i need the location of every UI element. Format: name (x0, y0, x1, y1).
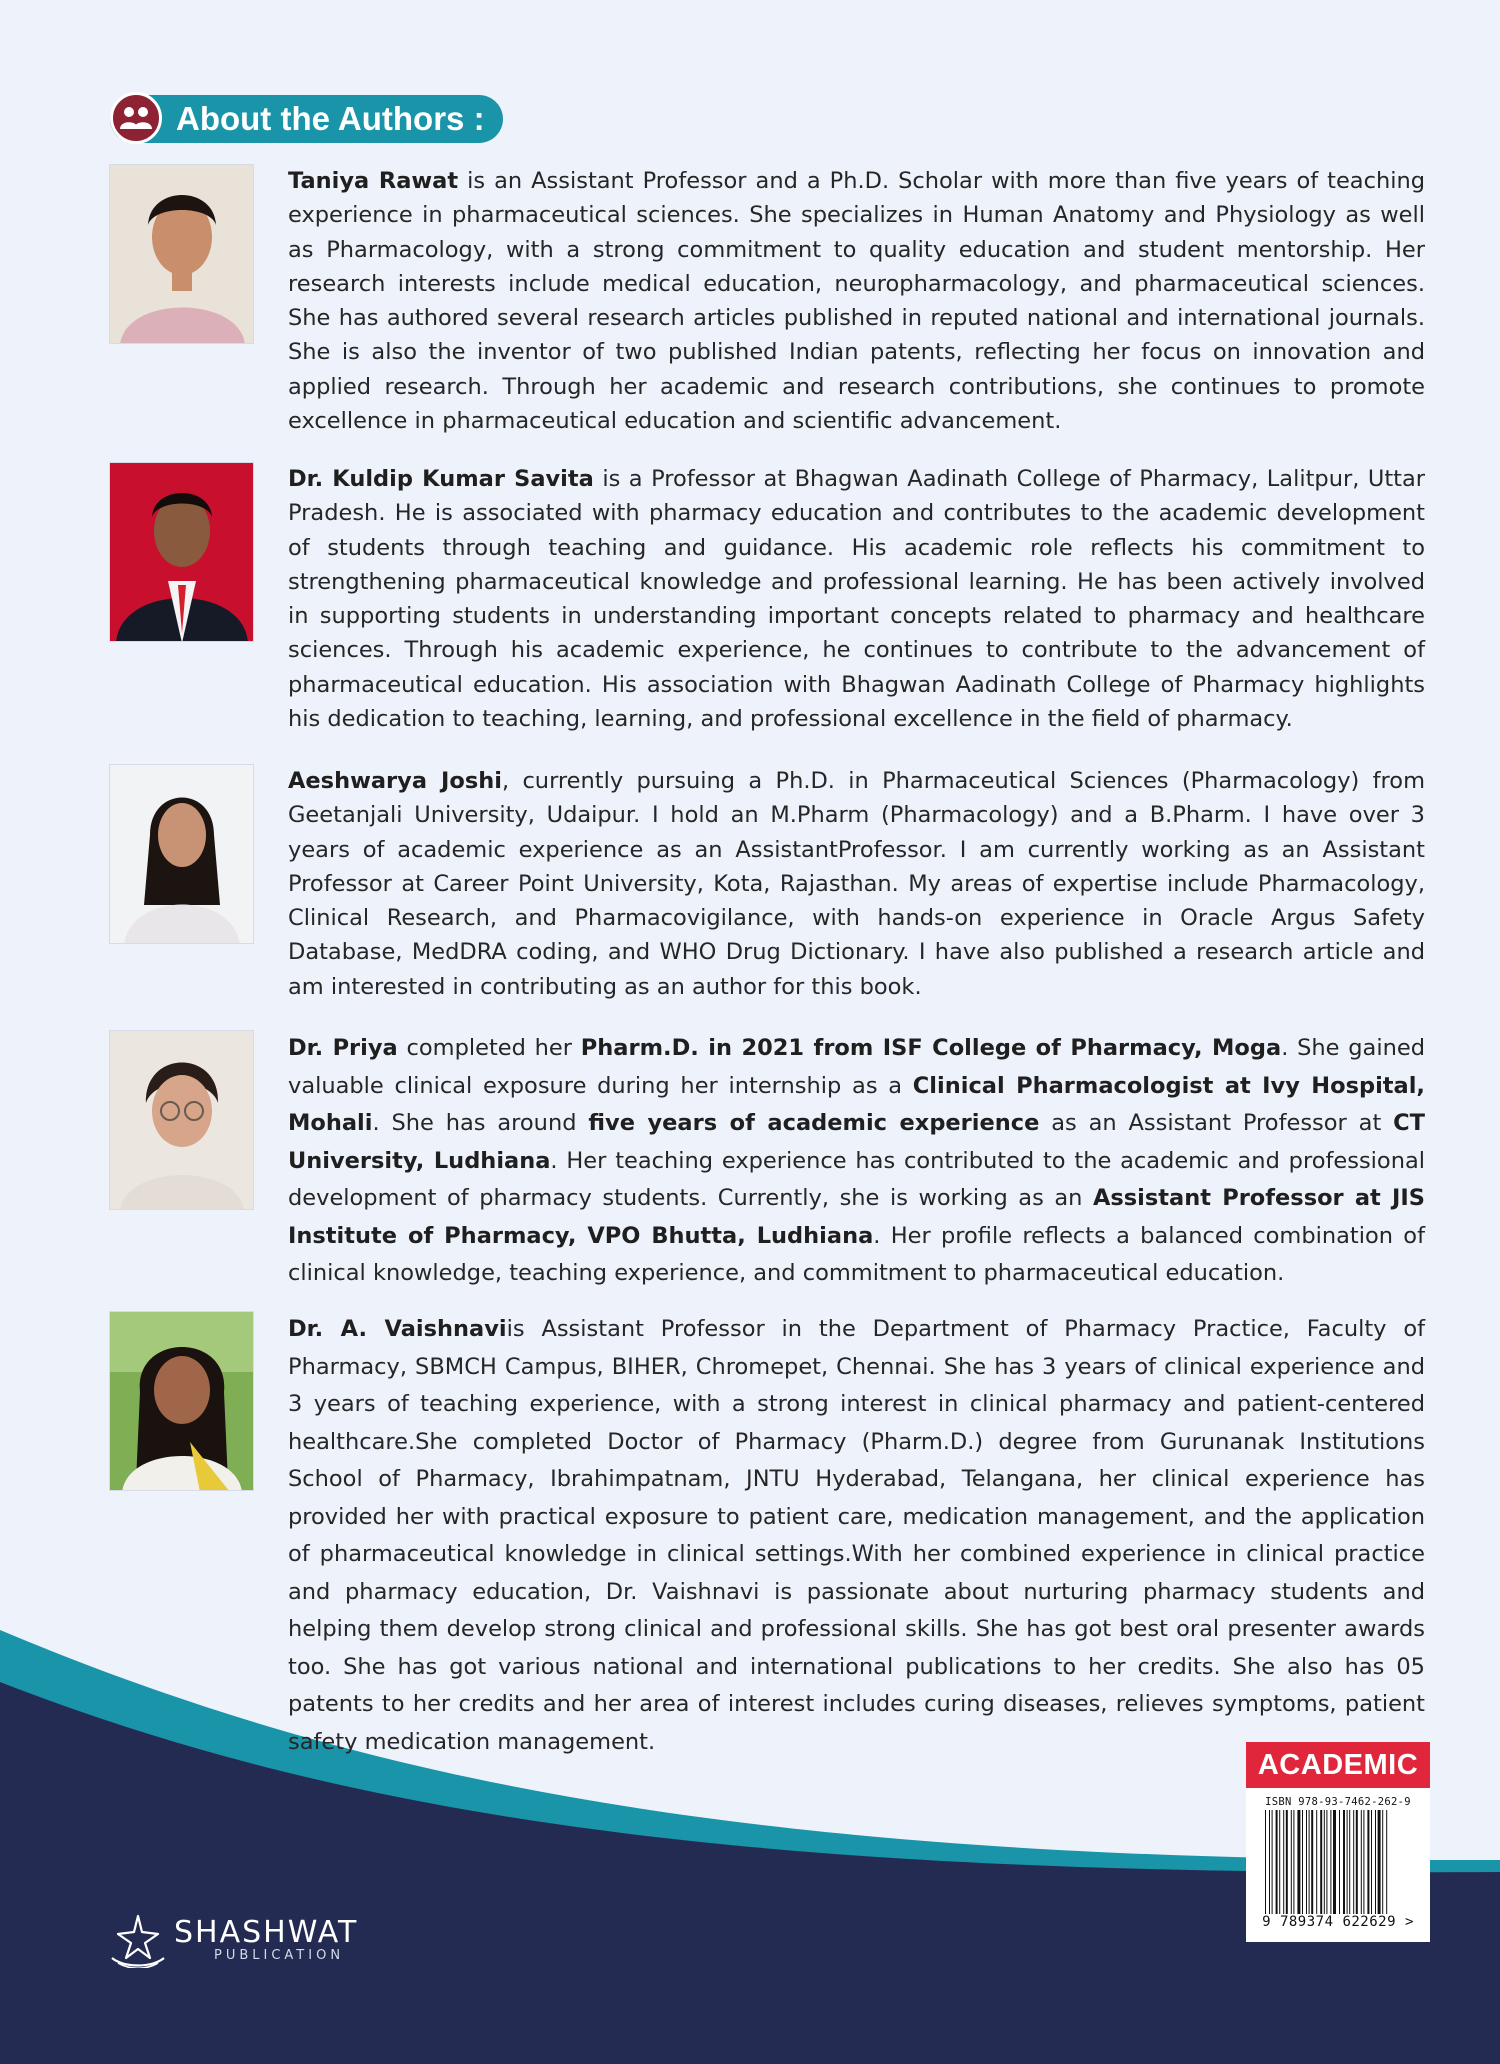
barcode-bar (1286, 1810, 1288, 1914)
bio-text: as an Assistant Professor at (1039, 1110, 1394, 1136)
barcode-bar (1343, 1810, 1345, 1914)
author-bio (288, 1030, 1425, 1293)
barcode-bar (1306, 1810, 1307, 1914)
author-bio (288, 764, 1425, 1004)
barcode-bar (1339, 1810, 1340, 1914)
bio-text: . She gained valuable clinical exposure during her internship as a (288, 1035, 1425, 1099)
section-title: About the Authors : (110, 95, 503, 143)
author-name: Aeshwarya Joshi (288, 768, 502, 794)
barcode-bars (1263, 1810, 1413, 1914)
author-bio (288, 164, 1425, 438)
author-entry (109, 462, 1427, 736)
bio-text: . Her teaching experience has contributed to the academic and professional development of pharmacy students. Currently, she is working as an (288, 1147, 1425, 1211)
barcode-bar (1297, 1810, 1300, 1914)
author-name: Dr. Kuldip Kumar Savita (288, 466, 594, 492)
bio-highlight: five years of academic experience (588, 1110, 1040, 1136)
author-bio (288, 462, 1425, 736)
barcode-bar (1382, 1810, 1383, 1914)
author-photo (109, 164, 254, 344)
barcode-digits: 9 789374 622629 > (1262, 1914, 1414, 1930)
barcode-bar (1326, 1810, 1327, 1914)
publisher-logo (108, 1912, 358, 1968)
author-entry (109, 1311, 1427, 1761)
bio-text: . She has around (372, 1110, 589, 1136)
barcode-bar (1363, 1810, 1364, 1914)
barcode (1246, 1788, 1430, 1942)
barcode-bar (1291, 1810, 1292, 1914)
badge-label: ACADEMIC (1246, 1742, 1430, 1788)
barcode-bar (1269, 1810, 1270, 1914)
barcode-bar (1283, 1810, 1284, 1914)
isbn-badge (1246, 1742, 1430, 1942)
publisher-name: SHASHWAT (174, 1914, 359, 1950)
users-icon (110, 92, 162, 144)
author-bio-text: is a Professor at Bhagwan Aadinath College of Pharmacy, Lalitpur, Uttar Pradesh. He is associated with pharmacy education and contributes to the academic development of students through teaching and guidance. His academic role reflects his commitment to strengthening pharmaceutical knowledge and professional learning. He has been actively involved in supporting students in understanding important concepts related to pharmacy and healthcare sciences. Through his academic experience, he continues to contribute to the advancement of pharmaceutical education. His association with Bhagwan Aadinath College of Pharmacy highlights his dedication to teaching, learning, and professional excellence in the field of pharmacy. (288, 466, 1426, 733)
author-bio-text: is Assistant Professor in the Department of Pharmacy Practice, Faculty of Pharmacy, SBMCH Campus, BIHER, Chromepet, Chennai. She has 3 years of clinical experience and 3 years of teaching experience, with a strong interest in clinical pharmacy and patient-centered healthcare.She completed Doctor of Pharmacy (Pharm.D.) degree from Gurunanak Institutions School of Pharmacy, Ibrahimpatnam, JNTU Hyderabad, Telangana, her clinical experience has provided her with practical exposure to patient care, medication management, and the application of pharmaceutical knowledge in clinical settings.With her combined experience in clinical practice and pharmacy education, Dr. Vaishnavi is passionate about nurturing pharmacy students and helping them develop strong clinical and professional skills. She has got best oral presenter awards too. She has got various national and international publications to her credits. She also has 05 patents to her credits and her area of interest includes curing diseases, relieves symptoms, patient safety medication management. (288, 1316, 1425, 1755)
barcode-bar (1349, 1810, 1350, 1914)
barcode-bar (1356, 1810, 1358, 1914)
barcode-bar (1367, 1810, 1369, 1914)
barcode-bar (1347, 1810, 1348, 1914)
bio-highlight: Clinical Pharmacologist at Ivy Hospital, Mohali (288, 1072, 1425, 1136)
author-bio-text: , currently pursuing a Ph.D. in Pharmaceutical Sciences (Pharmacology) from Geetanjali University, Udaipur. I hold an M.Pharm (Pharmacology) and a B.Pharm. I have over 3 years of academic experience as an AssistantProfessor. I am currently working as an Assistant Professor at Career Point University, Kota, Rajasthan. My areas of expertise include Pharmacology, Clinical Research, and Pharmacovigilance, with hands-on experience in Oracle Argus Safety Database, MedDRA coding, and WHO Drug Dictionary. I have also published a research article and am interested in contributing as an author for this book. (288, 768, 1425, 1000)
barcode-bar (1375, 1810, 1376, 1914)
barcode-bar (1386, 1810, 1387, 1914)
bio-highlight: Pharm.D. in 2021 from ISF College of Pharmacy, Moga (580, 1035, 1282, 1061)
lotus-star-icon (108, 1912, 168, 1968)
barcode-bar (1371, 1810, 1372, 1914)
author-entry (109, 1030, 1427, 1293)
author-photo (109, 462, 254, 642)
barcode-bar (1265, 1810, 1266, 1914)
author-photo (109, 1311, 254, 1491)
author-name: Dr. A. Vaishnavi (288, 1316, 507, 1342)
author-photo (109, 1030, 254, 1210)
section-heading (110, 94, 503, 144)
author-name: Taniya Rawat (288, 168, 459, 194)
bio-highlight: Assistant Professor at JIS Institute of Pharmacy, VPO Bhutta, Ludhiana (288, 1185, 1425, 1249)
barcode-bar (1272, 1810, 1273, 1914)
barcode-bar (1311, 1810, 1313, 1914)
author-bio-text: is an Assistant Professor and a Ph.D. Scholar with more than five years of teaching experience in pharmaceutical sciences. She specializes in Human Anatomy and Physiology as well as Pharmacology, with a strong commitment to quality education and student mentorship. Her research interests include medical education, neuropharmacology, and pharmaceutical sciences. She has authored several research articles published in reputed national and international journals. She is also the inventor of two published Indian patents, reflecting her focus on innovation and applied research. Through her academic and research contributions, she continues to promote excellence in pharmaceutical education and scientific advancement. (288, 168, 1425, 435)
barcode-bar (1309, 1810, 1310, 1914)
barcode-bar (1353, 1810, 1354, 1914)
author-entry (109, 764, 1427, 1004)
barcode-bar (1316, 1810, 1317, 1914)
barcode-bar (1333, 1810, 1336, 1914)
bio-text: completed her (397, 1035, 581, 1061)
isbn-text: ISBN 978-93-7462-262-9 (1265, 1796, 1411, 1808)
barcode-bar (1293, 1810, 1294, 1914)
barcode-bar (1324, 1810, 1325, 1914)
bio-highlight: Dr. Priya (288, 1035, 398, 1061)
barcode-bar (1279, 1810, 1280, 1914)
barcode-bar (1276, 1810, 1278, 1914)
author-bio (288, 1311, 1425, 1761)
barcode-bar (1330, 1810, 1331, 1914)
author-entry (109, 164, 1427, 438)
bio-text: . Her profile reflects a balanced combination of clinical knowledge, teaching experience, and commitment to pharmaceutical education. (288, 1222, 1425, 1286)
bio-highlight: CT University, Ludhiana (288, 1110, 1426, 1174)
barcode-bar (1320, 1810, 1322, 1914)
author-photo (109, 764, 254, 944)
barcode-bar (1302, 1810, 1303, 1914)
publisher-subtitle: PUBLICATION (214, 1947, 345, 1963)
barcode-bar (1378, 1810, 1381, 1914)
barcode-bar (1361, 1810, 1362, 1914)
